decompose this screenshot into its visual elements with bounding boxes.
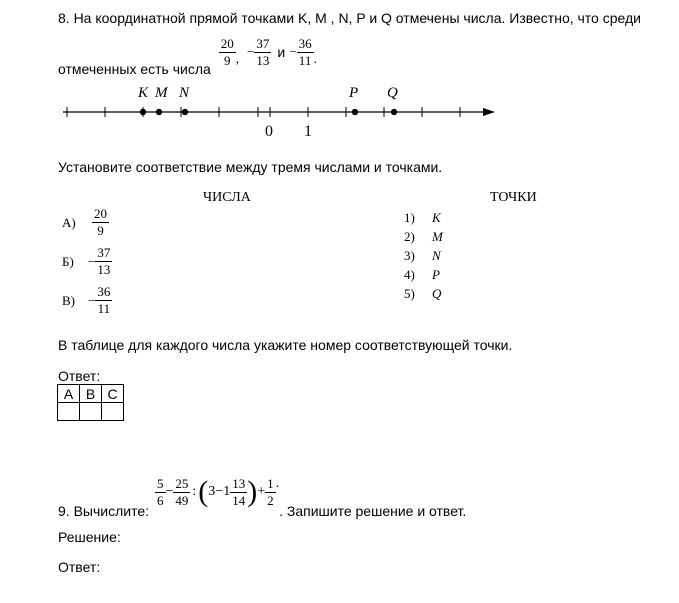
- number-b-fraction: $\frac{37}{13}$: [97, 245, 111, 277]
- point-label-K: K: [138, 85, 149, 101]
- point-K: [140, 109, 146, 115]
- answer-header-c: С: [102, 385, 124, 403]
- tick-label-0: 0: [265, 123, 273, 140]
- number-item-a: А) $\frac{20}{9}$: [62, 206, 107, 238]
- number-line-arrow: [483, 108, 495, 116]
- task9-statement: [58, 465, 466, 519]
- task9-suffix: . Запишите решение и ответ.: [279, 503, 467, 519]
- number-item-b: Б) − $\frac{37}{13}$: [62, 245, 111, 277]
- numbers-header: ЧИСЛА: [203, 190, 251, 205]
- point-item-5: 5) Q: [404, 286, 442, 301]
- point-item-3: 3) N: [404, 248, 441, 263]
- task8-statement-line2: [58, 27, 317, 77]
- number-a-fraction: $\frac{20}{9}$: [94, 206, 107, 238]
- table-instruction: В таблице для каждого числа укажите номер соответствующей точки.: [58, 337, 513, 353]
- answer-cell-c[interactable]: [102, 403, 124, 421]
- comma-separator: ,: [235, 51, 240, 66]
- fraction-20-9: $\frac{20}{9}$: [220, 35, 234, 68]
- answer-cell-b[interactable]: [80, 403, 102, 421]
- task9-answer-label: Ответ:: [58, 559, 101, 575]
- point-N: [182, 109, 188, 115]
- minus-sign: −: [247, 44, 255, 59]
- tick-label-1: 1: [304, 123, 312, 140]
- points-header: ТОЧКИ: [490, 190, 537, 205]
- end-dot: .: [313, 51, 317, 66]
- number-c-fraction: $\frac{36}{11}$: [97, 284, 111, 316]
- point-label-M: M: [155, 85, 168, 101]
- minus-sign: −: [88, 292, 96, 308]
- point-label-P: P: [349, 85, 359, 101]
- number-line: [55, 78, 500, 140]
- task9-prefix: 9. Вычислите:: [58, 503, 149, 519]
- point-label-N: N: [179, 85, 190, 101]
- point-item-4: 4) P: [404, 267, 440, 282]
- answer-table: [57, 384, 124, 421]
- fraction-37-13: $\frac{37}{13}$: [256, 35, 270, 68]
- point-item-1: 1) K: [404, 210, 441, 225]
- and-word: и: [277, 44, 286, 60]
- point-P: [352, 109, 358, 115]
- number-item-c: В) − $\frac{36}{11}$: [62, 284, 111, 316]
- answer-cell-a[interactable]: [58, 403, 80, 421]
- answer-header-a: А: [58, 385, 80, 403]
- point-item-2: 2) M: [404, 229, 443, 244]
- minus-sign: −: [88, 253, 96, 269]
- task8-statement-line1: 8. На координатной прямой точками K, M , N, P и Q отмечены числа. Известно, что среди: [58, 10, 641, 26]
- point-M: [156, 109, 162, 115]
- task8-answer-label: Ответ:: [58, 368, 101, 384]
- points-list: [404, 208, 443, 303]
- point-Q: [391, 109, 397, 115]
- task9-solution-label: Решение:: [58, 529, 121, 545]
- task8-instruction: Установите соответствие между тремя числами и точками.: [58, 159, 443, 175]
- task9-expression: $\frac{5}{6}$ − $\frac{25}{49}$ : ( 3 − 1 $\frac{13}{14}$ ) + $\frac{1}{2}$ .: [157, 475, 280, 508]
- point-label-Q: Q: [387, 85, 398, 101]
- task8-line2-prefix: отмеченных есть числа: [58, 61, 211, 77]
- minus-sign: −: [289, 44, 297, 59]
- fraction-36-11: $\frac{36}{11}$: [298, 35, 312, 68]
- answer-header-b: В: [80, 385, 102, 403]
